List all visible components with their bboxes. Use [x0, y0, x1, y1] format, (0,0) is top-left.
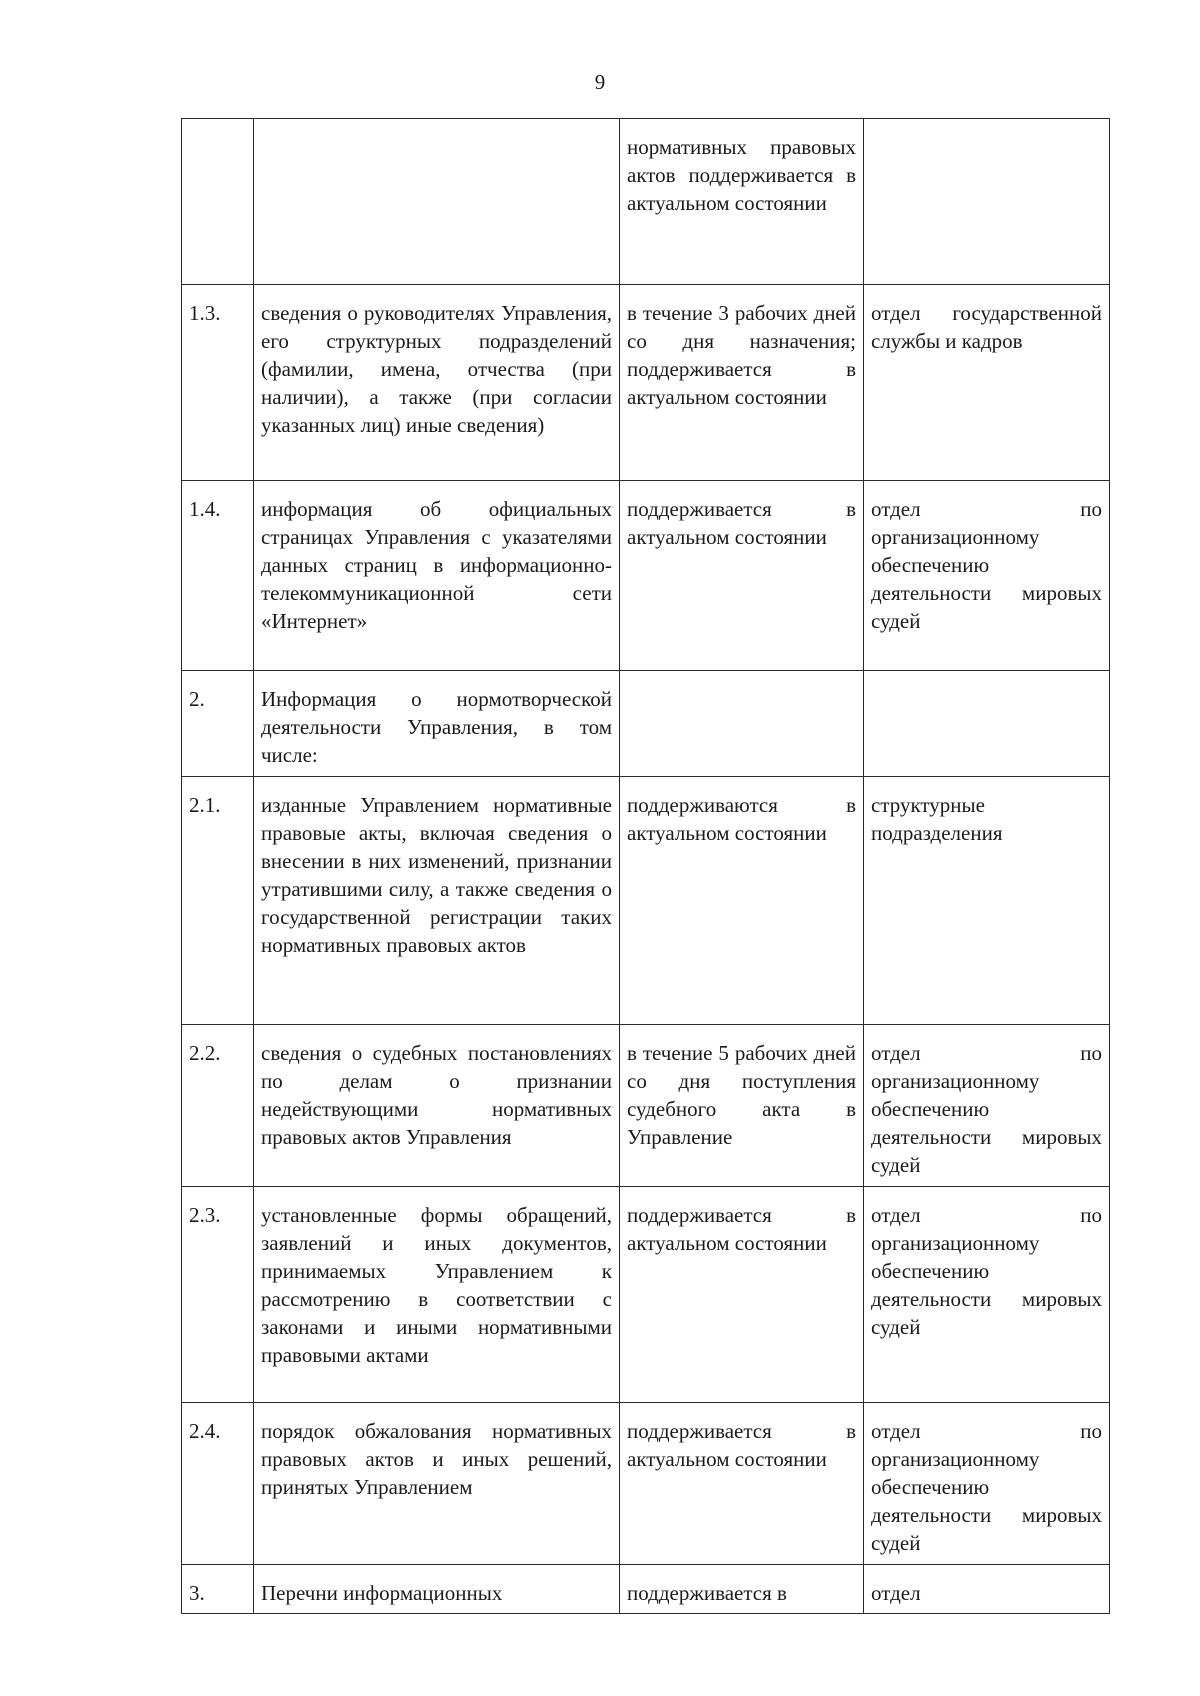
row-number: 2.3. [182, 1187, 254, 1403]
information-table [181, 118, 1110, 1614]
row-content: Перечни информационных [254, 1565, 620, 1614]
table-row [182, 1025, 1110, 1187]
row-responsible: отдел по организационному обеспечению деятельности мировых судей [864, 481, 1110, 671]
row-number: 2.2. [182, 1025, 254, 1187]
row-content: установленные формы обращений, заявлений и иных документов, принимаемых Управлением к рассмотрению в соответствии с законами и иными нормативными правовыми актами [254, 1187, 620, 1403]
table-row [182, 119, 1110, 285]
page-number: 9 [594, 70, 606, 94]
row-number: 3. [182, 1565, 254, 1614]
row-responsible: отдел по организационному обеспечению деятельности мировых судей [864, 1403, 1110, 1565]
row-responsible [864, 671, 1110, 777]
table-row [182, 1565, 1110, 1614]
row-content [254, 119, 620, 285]
row-term: поддерживаются в актуальном состоянии [620, 777, 864, 1025]
row-responsible: отдел государственной службы и кадров [864, 285, 1110, 481]
row-number: 2.1. [182, 777, 254, 1025]
row-number: 2.4. [182, 1403, 254, 1565]
row-content: изданные Управлением нормативные правовые акты, включая сведения о внесении в них изменений, признании утратившими силу, а также сведения о государственной регистрации таких нормативных правовых актов [254, 777, 620, 1025]
row-term: поддерживается в актуальном состоянии [620, 1187, 864, 1403]
row-number: 1.4. [182, 481, 254, 671]
row-term [620, 671, 864, 777]
row-term: поддерживается в [620, 1565, 864, 1614]
table-row [182, 285, 1110, 481]
row-content: порядок обжалования нормативных правовых актов и иных решений, принятых Управлением [254, 1403, 620, 1565]
row-content: Информация о нормотворческой деятельности Управления, в том числе: [254, 671, 620, 777]
row-term: в течение 5 рабочих дней со дня поступления судебного акта в Управление [620, 1025, 864, 1187]
row-responsible: структурные подразделения [864, 777, 1110, 1025]
row-number: 1.3. [182, 285, 254, 481]
row-content: сведения о руководителях Управления, его структурных подразделений (фамилии, имена, отчества (при наличии), а также (при согласии указанных лиц) иные сведения) [254, 285, 620, 481]
table-row [182, 671, 1110, 777]
row-responsible: отдел [864, 1565, 1110, 1614]
row-number: 2. [182, 671, 254, 777]
row-term: нормативных правовых актов поддерживается в актуальном состоянии [620, 119, 864, 285]
row-responsible: отдел по организационному обеспечению деятельности мировых судей [864, 1187, 1110, 1403]
row-responsible: отдел по организационному обеспечению деятельности мировых судей [864, 1025, 1110, 1187]
table-row [182, 1403, 1110, 1565]
table-row [182, 481, 1110, 671]
row-term: поддерживается в актуальном состоянии [620, 481, 864, 671]
row-responsible [864, 119, 1110, 285]
table-row [182, 777, 1110, 1025]
row-term: в течение 3 рабочих дней со дня назначения; поддерживается в актуальном состоянии [620, 285, 864, 481]
row-content: информация об официальных страницах Управления с указателями данных страниц в информационно-телекоммуникационной сети «Интернет» [254, 481, 620, 671]
table-row [182, 1187, 1110, 1403]
row-number [182, 119, 254, 285]
row-term: поддерживается в актуальном состоянии [620, 1403, 864, 1565]
row-content: сведения о судебных постановлениях по делам о признании недействующими нормативных правовых актов Управления [254, 1025, 620, 1187]
